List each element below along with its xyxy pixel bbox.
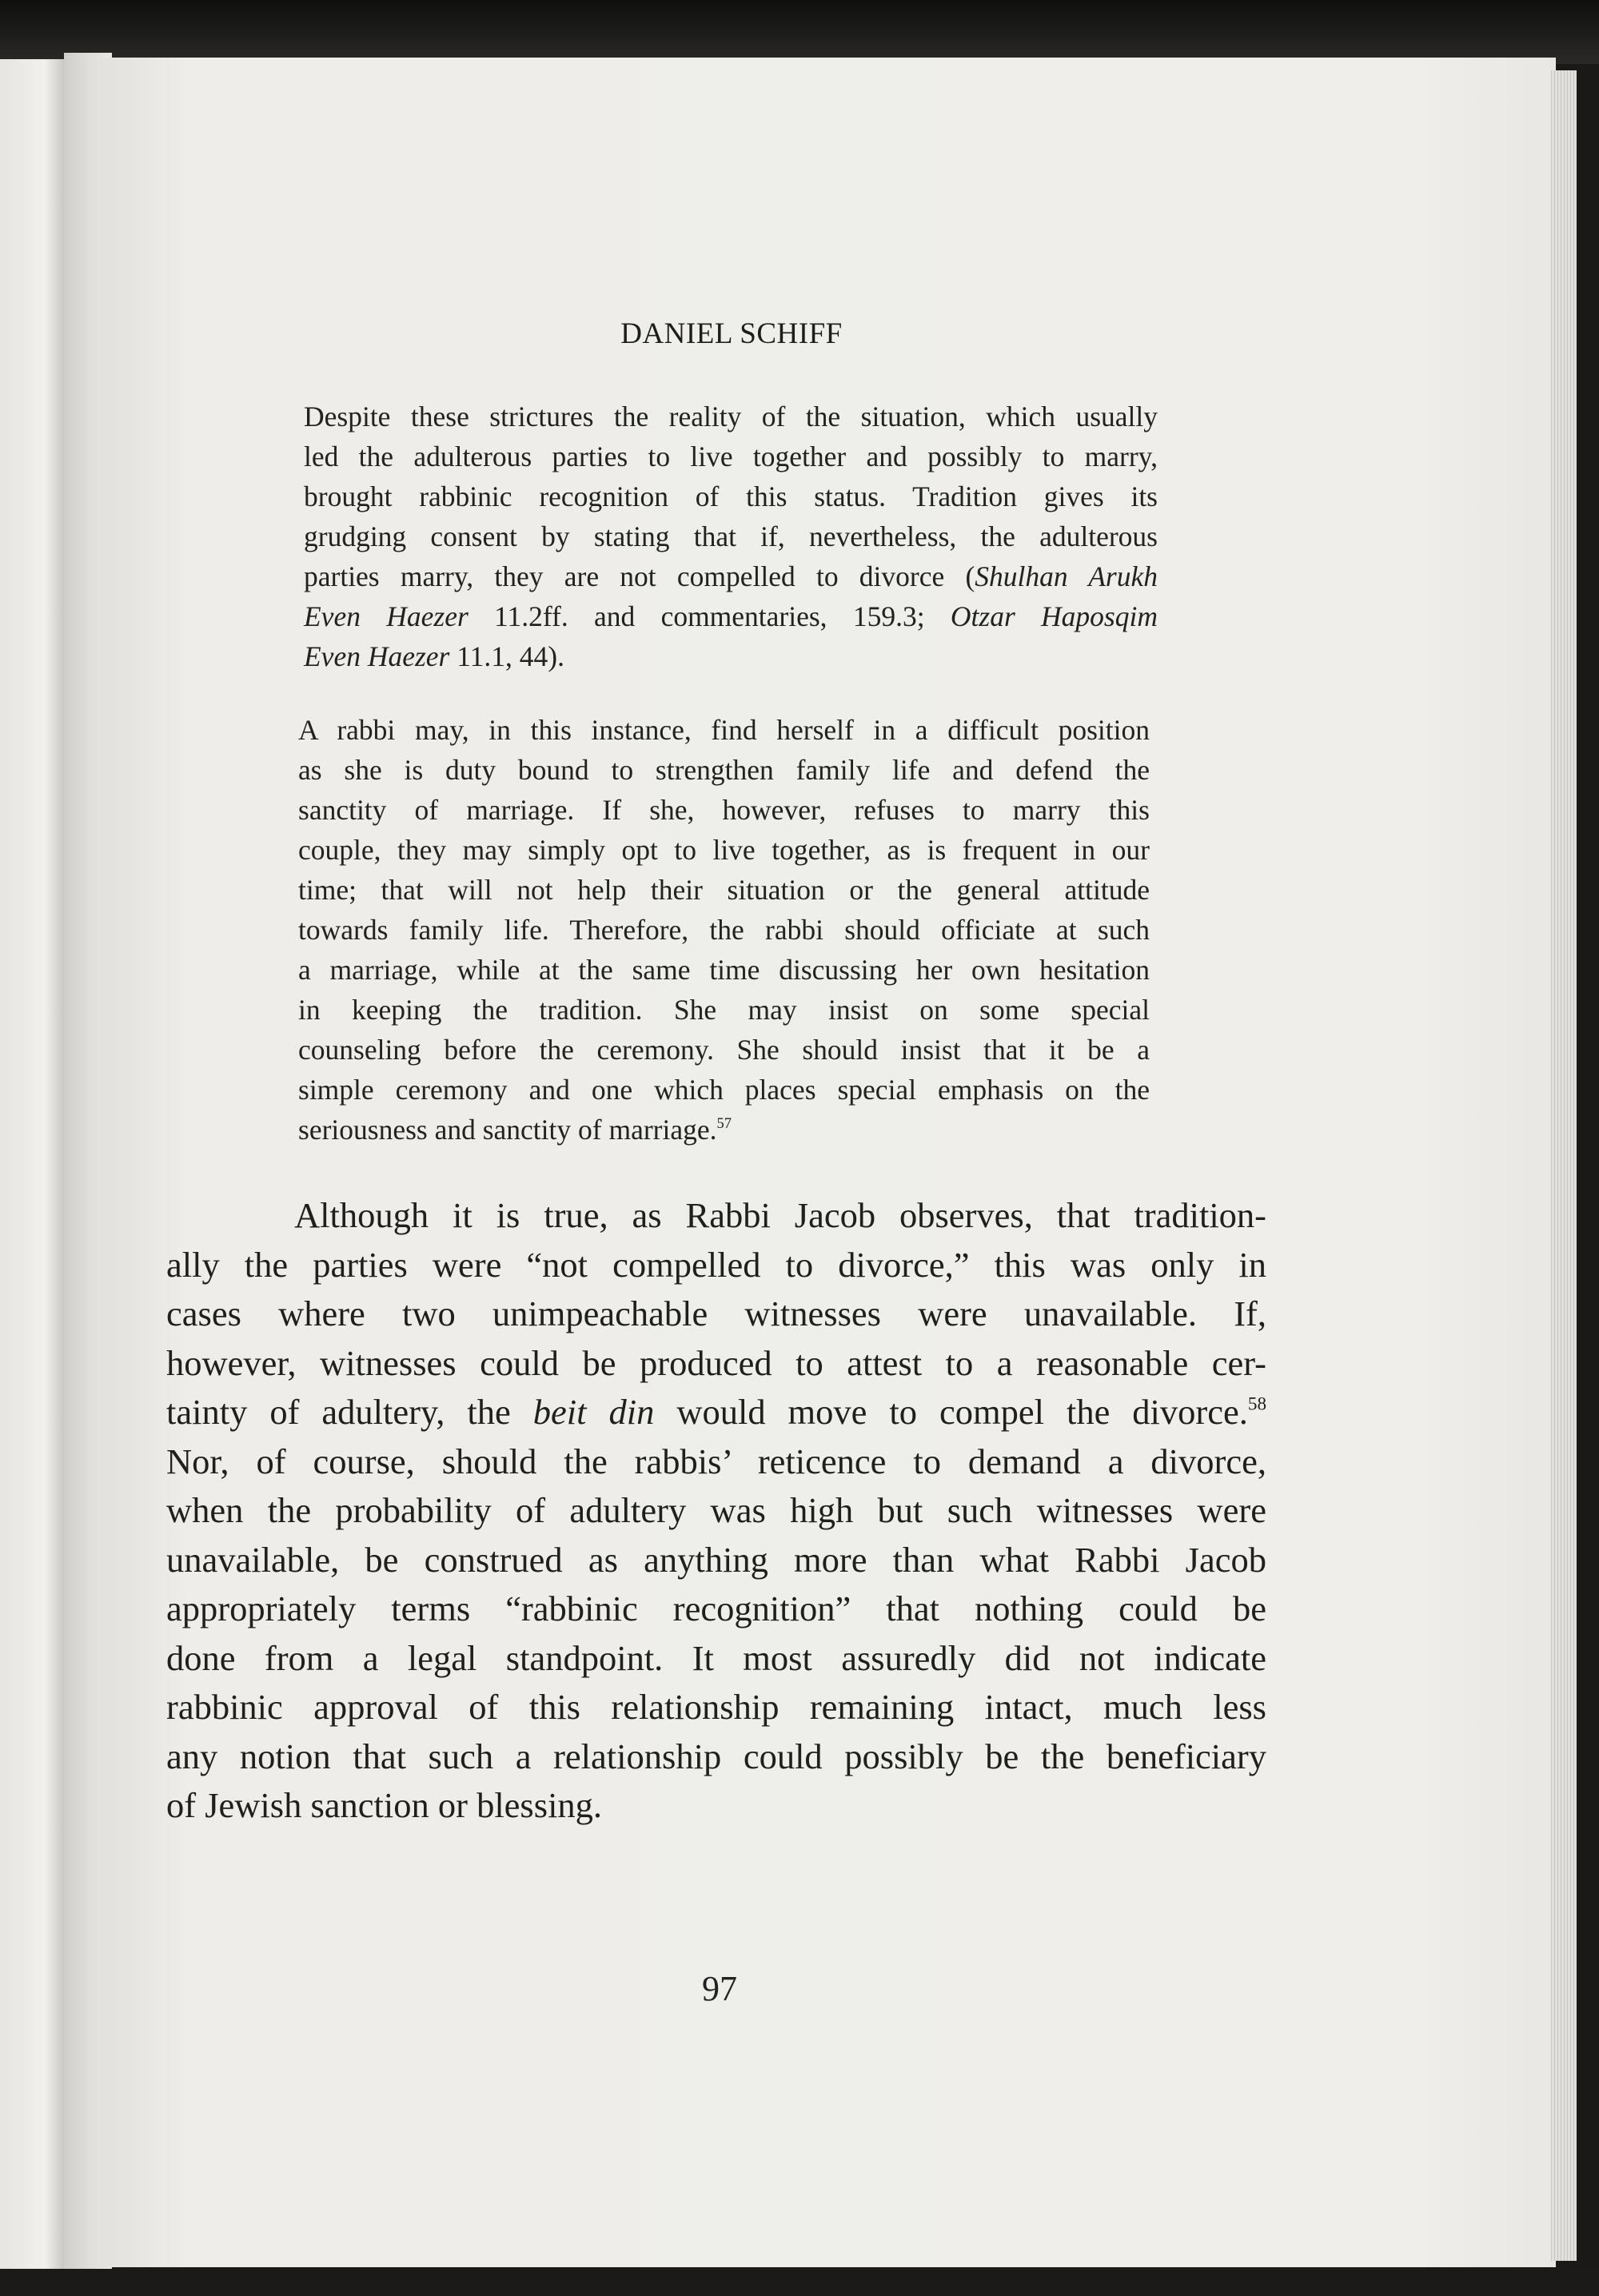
body-line: when the probability of adultery was high but such witnesses were	[166, 1490, 1266, 1530]
quote-line: as she is duty bound to strengthen family life and defend the	[298, 754, 1150, 786]
body-line	[166, 1388, 1266, 1437]
quote-line: grudging consent by stating that if, nevertheless, the adulterous	[304, 520, 1158, 552]
quote-italic: Even Haezer	[304, 640, 450, 672]
quote-line	[304, 636, 1158, 676]
footnote-ref-58: 58	[1247, 1393, 1266, 1415]
body-line: Nor, of course, should the rabbis’ reticence to demand a divorce,	[166, 1441, 1266, 1481]
quote-line	[298, 1110, 1150, 1150]
quote-line: led the adulterous parties to live together and possibly to marry,	[304, 440, 1158, 472]
body-line: Although it is true, as Rabbi Jacob observes, that tradition-	[294, 1195, 1266, 1235]
body-text: would move to compel the divorce.	[654, 1392, 1248, 1432]
quote-italic: Even Haezer	[304, 600, 469, 632]
quote-line	[304, 556, 1158, 596]
quote-line: brought rabbinic recognition of this status. Tradition gives its	[304, 480, 1158, 512]
quote-line: towards family life. Therefore, the rabbi should officiate at such	[298, 914, 1150, 946]
quote-line: sanctity of marriage. If she, however, refuses to marry this	[298, 794, 1150, 826]
running-head: DANIEL SCHIFF	[620, 317, 843, 350]
quote-line	[304, 596, 1158, 636]
body-line: ally the parties were “not compelled to divorce,” this was only in	[166, 1244, 1266, 1285]
body-text: tainty of adultery, the	[166, 1392, 533, 1432]
block-quote-2	[298, 710, 1150, 1150]
facing-page-edge	[0, 59, 64, 2278]
body-line: any notion that such a relationship could possibly be the beneficiary	[166, 1736, 1266, 1776]
quote-line: couple, they may simply opt to live together, as is frequent in our	[298, 834, 1150, 866]
book-page	[101, 58, 1556, 2267]
quote-text: 11.2ff. and commentaries, 159.3;	[468, 600, 951, 632]
quote-line: A rabbi may, in this instance, find herself in a difficult position	[298, 714, 1150, 746]
background-bottom	[0, 2269, 1599, 2296]
quote-line: time; that will not help their situation or the general attitude	[298, 874, 1150, 906]
body-paragraph	[166, 1191, 1266, 1831]
quote-line: a marriage, while at the same time discussing her own hesitation	[298, 954, 1150, 986]
quote-italic: Otzar Haposqim	[950, 600, 1158, 632]
page-number: 97	[702, 1969, 737, 2008]
block-quote-1	[304, 397, 1158, 676]
quote-text: seriousness and sanctity of marriage.	[298, 1114, 717, 1146]
body-line: rabbinic approval of this relationship remaining intact, much less	[166, 1687, 1266, 1727]
body-line: cases where two unimpeachable witnesses were unavailable. If,	[166, 1293, 1266, 1333]
quote-line: in keeping the tradition. She may insist on some special	[298, 994, 1150, 1026]
quote-text: parties marry, they are not compelled to divorce (	[304, 560, 975, 592]
quote-line: counseling before the ceremony. She should insist that it be a	[298, 1034, 1150, 1066]
quote-line: simple ceremony and one which places special emphasis on the	[298, 1074, 1150, 1106]
body-line: of Jewish sanction or blessing.	[166, 1785, 603, 1825]
quote-text: 11.1, 44).	[449, 640, 564, 672]
page-block-edge	[1551, 70, 1577, 2261]
body-line: however, witnesses could be produced to attest to a reasonable cer-	[166, 1342, 1266, 1383]
body-line: done from a legal standpoint. It most assuredly did not indicate	[166, 1637, 1266, 1678]
background-top	[0, 0, 1599, 64]
body-line: appropriately terms “rabbinic recognition” that nothing could be	[166, 1588, 1266, 1628]
quote-italic: Shulhan Arukh	[975, 560, 1158, 592]
body-italic: beit din	[532, 1392, 655, 1432]
body-line: unavailable, be construed as anything more than what Rabbi Jacob	[166, 1539, 1266, 1580]
quote-line: Despite these strictures the reality of the situation, which usually	[304, 401, 1158, 432]
footnote-ref-57: 57	[716, 1115, 732, 1132]
